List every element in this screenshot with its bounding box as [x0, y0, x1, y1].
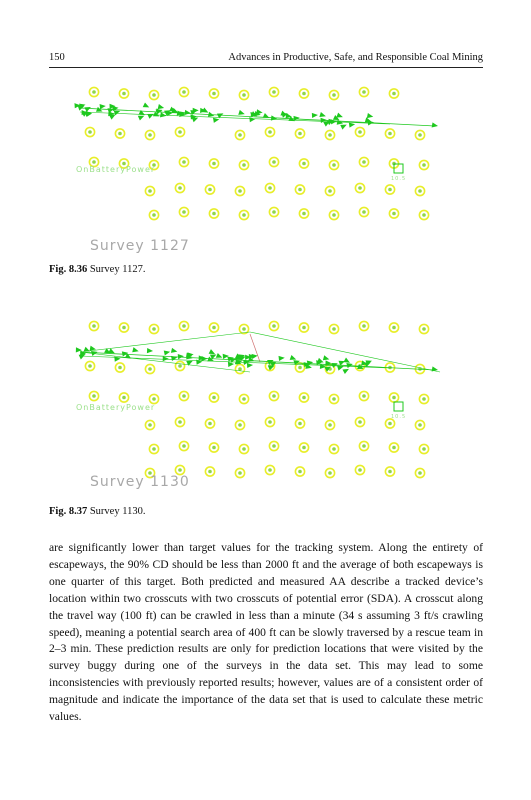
node-marker-center: [358, 186, 362, 190]
node-marker-center: [302, 162, 306, 166]
track-arrow: [280, 111, 287, 116]
node-marker-center: [298, 188, 302, 192]
track-arrow: [164, 350, 170, 355]
track-arrow: [147, 114, 154, 119]
track-arrow: [171, 348, 177, 353]
node-marker-center: [212, 396, 216, 400]
node-marker-center: [182, 444, 186, 448]
node-marker-center: [268, 420, 272, 424]
node-marker-center: [178, 420, 182, 424]
battery-label: OnBatteryPower: [76, 165, 156, 174]
track-arrow: [336, 113, 343, 118]
node-marker-center: [212, 212, 216, 216]
node-marker-center: [238, 423, 242, 427]
track-arrow: [342, 369, 349, 374]
node-marker-center: [272, 90, 276, 94]
figure-caption-text: Survey 1130.: [89, 506, 146, 517]
node-marker-center: [388, 132, 392, 136]
node-marker-center: [302, 326, 306, 330]
node-marker-center: [392, 326, 396, 330]
battery-label: OnBatteryPower: [76, 403, 156, 412]
track-arrow: [367, 113, 373, 118]
track-arrow: [432, 366, 438, 371]
figure-survey-1130: [60, 312, 450, 494]
node-marker-center: [298, 422, 302, 426]
node-marker-center: [238, 471, 242, 475]
track-arrow: [249, 117, 255, 122]
track-arrow: [163, 356, 169, 361]
node-marker-center: [328, 189, 332, 193]
track-arrow: [432, 122, 438, 127]
survey-label: Survey 1127: [90, 238, 190, 254]
track-line: [80, 332, 250, 352]
node-marker-center: [92, 90, 96, 94]
node-marker-center: [362, 444, 366, 448]
track-arrow: [251, 354, 257, 359]
track-arrow: [143, 102, 150, 107]
track-arrow: [158, 104, 164, 109]
node-marker-center: [88, 130, 92, 134]
node-marker-center: [208, 470, 212, 474]
node-marker-center: [238, 189, 242, 193]
track-arrow: [247, 363, 253, 368]
node-marker-center: [272, 324, 276, 328]
node-marker-center: [392, 212, 396, 216]
track-arrow: [201, 356, 207, 361]
node-marker-center: [422, 447, 426, 451]
node-marker-center: [302, 92, 306, 96]
node-marker-center: [272, 160, 276, 164]
node-marker-center: [178, 364, 182, 368]
node-marker-center: [422, 213, 426, 217]
node-marker-center: [268, 130, 272, 134]
node-marker-center: [182, 90, 186, 94]
status-box-label: 10.5: [391, 176, 407, 182]
track-arrow: [263, 113, 270, 118]
track-arrow: [91, 351, 97, 356]
node-marker-center: [152, 93, 156, 97]
figure-caption-text: Survey 1127.: [89, 264, 146, 275]
track-arrow: [209, 349, 216, 354]
node-marker-center: [242, 327, 246, 331]
node-marker-center: [122, 396, 126, 400]
node-marker-center: [332, 213, 336, 217]
node-marker-center: [358, 130, 362, 134]
node-marker-center: [182, 324, 186, 328]
node-marker-center: [328, 423, 332, 427]
node-marker-center: [238, 133, 242, 137]
node-marker-center: [392, 446, 396, 450]
track-arrow: [132, 347, 138, 352]
figure-label: Fig. 8.36: [49, 264, 88, 275]
node-marker-center: [298, 132, 302, 136]
track-arrow: [312, 113, 318, 118]
node-marker-center: [298, 366, 302, 370]
track-arrow: [340, 125, 347, 130]
node-marker-center: [118, 366, 122, 370]
node-marker-center: [148, 367, 152, 371]
track-arrow: [112, 106, 118, 111]
node-marker-center: [212, 92, 216, 96]
track-arrow: [216, 353, 223, 358]
running-header: [49, 52, 483, 66]
node-marker-center: [178, 130, 182, 134]
node-marker-center: [268, 186, 272, 190]
node-marker-center: [332, 327, 336, 331]
node-marker-center: [388, 470, 392, 474]
figure-caption-8-36: [49, 264, 145, 275]
survey-1127-plot: [60, 80, 450, 258]
track-arrow: [208, 112, 214, 117]
node-marker-center: [328, 133, 332, 137]
track-arrow: [256, 109, 262, 114]
node-marker-center: [88, 364, 92, 368]
node-marker-center: [302, 396, 306, 400]
node-marker-center: [362, 324, 366, 328]
node-marker-center: [178, 468, 182, 472]
track-arrow: [228, 362, 234, 367]
node-marker-center: [92, 160, 96, 164]
track-arrow: [278, 356, 284, 361]
track-arrow: [319, 112, 325, 117]
track-arrow: [178, 354, 184, 359]
node-marker-center: [122, 326, 126, 330]
node-marker-center: [362, 160, 366, 164]
node-marker-center: [362, 90, 366, 94]
node-marker-center: [152, 213, 156, 217]
running-title: Advances in Productive, Safe, and Responsible Coal Mining: [228, 52, 483, 63]
node-marker-center: [182, 160, 186, 164]
node-marker-center: [422, 397, 426, 401]
node-marker-center: [358, 468, 362, 472]
survey-1130-plot: [60, 312, 450, 494]
node-marker-center: [152, 397, 156, 401]
node-marker-center: [152, 327, 156, 331]
track-arrow: [337, 366, 343, 371]
node-marker-center: [302, 212, 306, 216]
track-arrow: [238, 110, 244, 115]
node-marker-center: [212, 446, 216, 450]
track-arrow: [184, 110, 190, 115]
node-marker-center: [332, 93, 336, 97]
figure-label: Fig. 8.37: [49, 506, 88, 517]
node-marker-center: [302, 446, 306, 450]
node-marker-center: [238, 367, 242, 371]
status-box: [394, 402, 403, 411]
node-marker-center: [332, 163, 336, 167]
track-arrow: [84, 107, 91, 112]
track-arrow: [349, 122, 355, 127]
track-arrow: [290, 355, 297, 360]
node-marker-center: [358, 420, 362, 424]
node-marker-center: [242, 447, 246, 451]
node-marker-center: [118, 132, 122, 136]
node-marker-center: [422, 163, 426, 167]
node-marker-center: [148, 133, 152, 137]
node-marker-center: [272, 394, 276, 398]
track-arrow: [79, 355, 86, 360]
node-marker-center: [418, 189, 422, 193]
node-marker-center: [362, 394, 366, 398]
track-line: [80, 112, 390, 124]
node-marker-center: [92, 394, 96, 398]
track-arrow: [100, 104, 106, 109]
track-arrow: [138, 116, 145, 121]
track-arrow: [323, 355, 329, 360]
node-marker-center: [208, 188, 212, 192]
node-marker-center: [392, 92, 396, 96]
figure-survey-1127: [60, 80, 450, 258]
node-marker-center: [422, 327, 426, 331]
node-marker-center: [212, 326, 216, 330]
node-marker-center: [208, 422, 212, 426]
node-marker-center: [148, 423, 152, 427]
node-marker-center: [272, 444, 276, 448]
node-marker-center: [268, 468, 272, 472]
track-arrow: [343, 358, 350, 363]
node-marker-center: [122, 92, 126, 96]
node-marker-center: [212, 162, 216, 166]
node-marker-center: [242, 397, 246, 401]
node-marker-center: [182, 394, 186, 398]
node-marker-center: [388, 422, 392, 426]
node-marker-center: [392, 396, 396, 400]
node-marker-center: [298, 470, 302, 474]
node-marker-center: [148, 189, 152, 193]
node-marker-center: [332, 397, 336, 401]
header-rule: [49, 67, 483, 68]
node-marker-center: [242, 93, 246, 97]
status-box-label: 10.5: [391, 414, 407, 420]
node-marker-center: [388, 188, 392, 192]
node-marker-center: [328, 471, 332, 475]
track-arrow: [213, 118, 219, 123]
track-arrow: [147, 348, 153, 353]
node-marker-center: [332, 447, 336, 451]
node-marker-center: [92, 324, 96, 328]
body-paragraph: are significantly lower than target values for the tracking system. Along the entirety of escapeways, the 90% CD should be less than 2000 ft and the average of both escapeways is one quarter of this target. Both predicted and measured AA describe a tracked device’s location within two crosscuts with two crosscuts of potential error (SDA). A crosscut along the travel way (100 ft) can be crawled in less than a minute (34 s assuming 3 ft/s crawling speed), meaning a potential search area of 400 ft can be slowly traversed by a rescue team in 2–3 min. These prediction results are only for prediction locations that were visited by the survey buggy during one of the surveys in the data set. This may lead to some inconsistencies with previously reported results; however, values are of a consistent order of magnitude and indicate the importance of the data set that is used to calculate these metric values.: [49, 541, 483, 724]
node-marker-center: [178, 186, 182, 190]
node-marker-center: [272, 210, 276, 214]
track-arrow: [108, 348, 115, 353]
node-marker-center: [418, 423, 422, 427]
figure-caption-8-37: [49, 506, 145, 517]
node-marker-center: [418, 133, 422, 137]
node-marker-center: [242, 163, 246, 167]
node-marker-center: [362, 210, 366, 214]
node-marker-center: [182, 210, 186, 214]
page-number: 150: [49, 52, 65, 63]
node-marker-center: [242, 213, 246, 217]
track-arrow: [84, 347, 91, 352]
node-marker-center: [418, 471, 422, 475]
node-marker-center: [152, 447, 156, 451]
survey-label: Survey 1130: [90, 474, 190, 490]
